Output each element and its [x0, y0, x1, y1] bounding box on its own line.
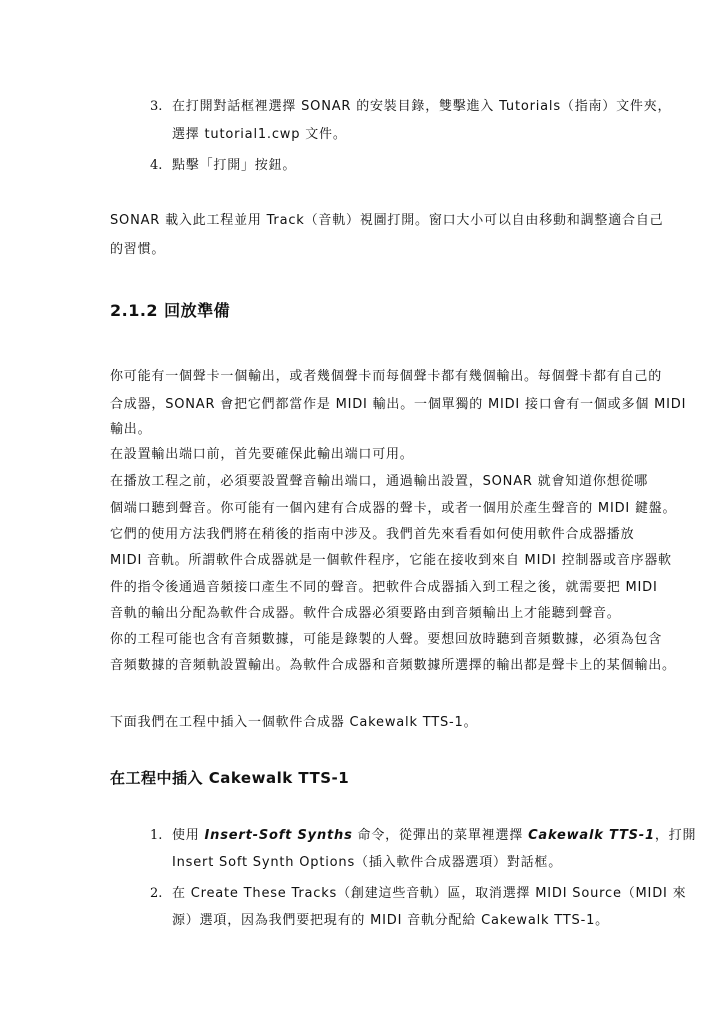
text-run: 命令，從彈出的菜單裡選擇 — [352, 828, 529, 843]
body-line: 你的工程可能也含有音頻數據，可能是錄製的人聲。要想回放時聽到音頻數據，必須為包含 — [110, 632, 663, 647]
list-number: 4. — [150, 158, 163, 173]
paragraph-line: 的習慣。 — [110, 242, 166, 257]
list-item-text: 點擊「打開」按鈕。 — [172, 158, 297, 173]
paragraph-line: SONAR 載入此工程並用 Track（音軌）視圖打開。窗口大小可以自由移動和調整適合自己 — [110, 213, 664, 228]
paragraph-line: 下面我們在工程中插入一個軟件合成器 Cakewalk TTS-1。 — [110, 715, 478, 730]
body-line: 輸出。 — [110, 422, 152, 437]
body-line: 件的指令後通過音頻接口產生不同的聲音。把軟件合成器插入到工程之後，就需要把 MIDI — [110, 580, 658, 595]
list-item-text: Insert Soft Synth Options（插入軟件合成器選項）對話框。 — [172, 855, 563, 870]
list-number: 2. — [150, 886, 163, 901]
list-item-text: 選擇 tutorial1.cwp 文件。 — [172, 127, 347, 142]
body-line: MIDI 音軌。所謂軟件合成器就是一個軟件程序，它能在接收到來自 MIDI 控制器或音序器軟 — [110, 553, 672, 568]
menu-target: Cakewalk TTS-1 — [528, 828, 655, 843]
body-line: 音軌的輸出分配為軟件合成器。軟件合成器必須要路由到音頻輸出上才能聽到聲音。 — [110, 606, 621, 621]
body-line: 個端口聽到聲音。你可能有一個內建有合成器的聲卡，或者一個用於產生聲音的 MIDI 鍵盤。 — [110, 501, 677, 516]
section-heading: 2.1.2 回放準備 — [110, 301, 231, 320]
list-item-text: 源）選項，因為我們要把現有的 MIDI 音軌分配給 Cakewalk TTS-1。 — [172, 913, 609, 928]
body-line: 它們的使用方法我們將在稍後的指南中涉及。我們首先來看看如何使用軟件合成器播放 — [110, 527, 635, 542]
text-run: 使用 — [172, 828, 205, 843]
menu-command: Insert-Soft Synths — [204, 828, 353, 843]
body-line: 在設置輸出端口前，首先要確保此輸出端口可用。 — [110, 447, 414, 462]
text-run: ，打開 — [654, 828, 697, 843]
list-number: 1. — [150, 828, 163, 843]
body-line: 在播放工程之前，必須要設置聲音輸出端口，通過輸出設置，SONAR 就會知道你想從哪 — [110, 474, 649, 489]
body-line: 音頻數據的音頻軌設置輸出。為軟件合成器和音頻數據所選擇的輸出都是聲卡上的某個輸出。 — [110, 658, 676, 673]
body-line: 你可能有一個聲卡一個輸出，或者幾個聲卡而每個聲卡都有幾個輸出。每個聲卡都有自己的 — [110, 369, 663, 384]
list-number: 3. — [150, 99, 163, 114]
subsection-heading: 在工程中插入 Cakewalk TTS-1 — [110, 769, 350, 787]
list-item-text — [172, 827, 696, 845]
body-line: 合成器，SONAR 會把它們都當作是 MIDI 輸出。一個單獨的 MIDI 接口會有一個或多個 MIDI — [110, 397, 687, 412]
list-item-text: 在 Create These Tracks（創建這些音軌）區，取消選擇 MIDI Source（MIDI 來 — [172, 886, 687, 901]
list-item-text: 在打開對話框裡選擇 SONAR 的安裝目錄，雙擊進入 Tutorials（指南）文件夾， — [172, 99, 672, 114]
